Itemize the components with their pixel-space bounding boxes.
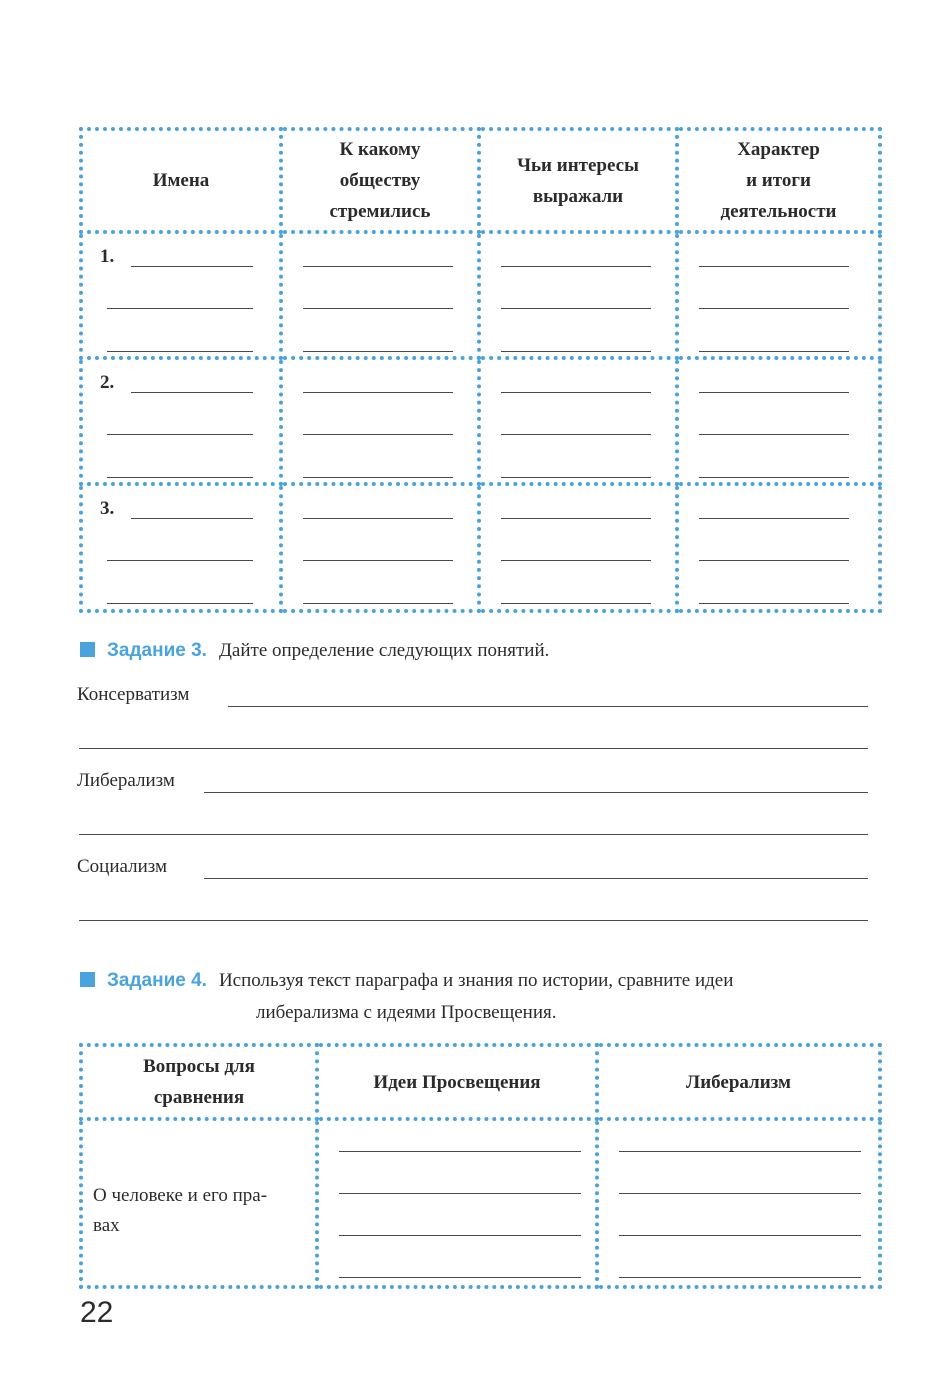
row-number: 1. [100, 246, 115, 267]
answer-line[interactable] [303, 351, 453, 352]
task-3-heading [80, 640, 549, 662]
cell-liberalism [597, 1119, 880, 1287]
answer-line[interactable] [303, 518, 453, 519]
cell-interests [479, 484, 677, 611]
answer-line[interactable] [699, 308, 849, 309]
definition-line[interactable] [204, 878, 868, 879]
row-label-line: О человеке и его пра- [93, 1185, 268, 1206]
header-line: Чьи интересы [517, 154, 639, 176]
answer-line[interactable] [303, 603, 453, 604]
answer-line[interactable] [699, 560, 849, 561]
definition-line[interactable] [79, 920, 868, 921]
table-row [81, 358, 880, 484]
answer-line[interactable] [501, 266, 651, 267]
task-4-label: Задание 4. [107, 970, 207, 991]
answer-line[interactable] [501, 308, 651, 309]
answer-line[interactable] [303, 560, 453, 561]
header-line: Идеи Просвещения [373, 1071, 541, 1093]
answer-line[interactable] [303, 434, 453, 435]
cell-question [81, 1119, 317, 1287]
header-line: Имена [152, 170, 210, 191]
answer-line[interactable] [339, 1193, 581, 1194]
cell-society [281, 358, 479, 484]
answer-line[interactable] [619, 1193, 861, 1194]
answer-line[interactable] [303, 477, 453, 478]
cell-results [677, 484, 880, 611]
header-line: обществу [339, 170, 421, 191]
row-number: 2. [100, 372, 115, 393]
header-liberalism [597, 1045, 880, 1119]
table-row [81, 484, 880, 611]
answer-line[interactable] [699, 477, 849, 478]
task-3-label: Задание 3. [107, 640, 207, 661]
header-line: сравнения [153, 1087, 245, 1108]
comparison-table-2 [79, 1043, 882, 1289]
table-header-row [81, 1045, 880, 1119]
header-line: Характер [737, 139, 820, 160]
term-socialism: Социализм [77, 856, 168, 877]
definition-line[interactable] [79, 834, 868, 835]
bullet-square-icon [80, 972, 95, 987]
header-line: выражали [532, 185, 624, 207]
header-interests [479, 129, 677, 232]
task-3-text: Дайте определение следующих понятий. [218, 640, 550, 661]
term-conservatism: Консерватизм [77, 684, 190, 705]
answer-line[interactable] [699, 266, 849, 267]
header-line: Вопросы для [143, 1056, 255, 1077]
answer-line[interactable] [107, 308, 253, 309]
answer-line[interactable] [501, 560, 651, 561]
answer-line[interactable] [699, 518, 849, 519]
term-liberalism: Либерализм [77, 770, 175, 791]
answer-line[interactable] [131, 392, 253, 393]
header-names [81, 129, 281, 232]
header-line: и итоги [746, 170, 811, 191]
cell-names [81, 232, 281, 358]
answer-line[interactable] [699, 434, 849, 435]
cell-results [677, 358, 880, 484]
task-4-text-line1: Используя текст параграфа и знания по истории, сравните идеи [218, 970, 734, 991]
cell-interests [479, 358, 677, 484]
answer-line[interactable] [131, 518, 253, 519]
answer-line[interactable] [107, 560, 253, 561]
cell-names [81, 358, 281, 484]
table-header-row [81, 129, 880, 232]
answer-line[interactable] [107, 477, 253, 478]
answer-line[interactable] [501, 392, 651, 393]
cell-results [677, 232, 880, 358]
answer-line[interactable] [619, 1277, 861, 1278]
row-label-line: вах [93, 1215, 120, 1236]
definition-line[interactable] [79, 748, 868, 749]
answer-line[interactable] [339, 1235, 581, 1236]
answer-line[interactable] [303, 266, 453, 267]
task-4-text-line2: либерализма с идеями Просвещения. [256, 1002, 557, 1023]
definition-line[interactable] [204, 792, 868, 793]
comparison-table-1 [79, 127, 882, 613]
row-number: 3. [100, 498, 115, 519]
answer-line[interactable] [107, 434, 253, 435]
header-results [677, 129, 880, 232]
answer-line[interactable] [501, 351, 651, 352]
answer-line[interactable] [699, 603, 849, 604]
cell-society [281, 232, 479, 358]
row-question-label [93, 1181, 267, 1241]
cell-interests [479, 232, 677, 358]
answer-line[interactable] [131, 266, 253, 267]
answer-line[interactable] [501, 477, 651, 478]
answer-line[interactable] [107, 603, 253, 604]
header-questions [81, 1045, 317, 1119]
answer-line[interactable] [501, 603, 651, 604]
answer-line[interactable] [699, 392, 849, 393]
answer-line[interactable] [501, 434, 651, 435]
definition-line[interactable] [228, 706, 868, 707]
header-society [281, 129, 479, 232]
bullet-square-icon [80, 642, 95, 657]
answer-line[interactable] [699, 351, 849, 352]
answer-line[interactable] [619, 1235, 861, 1236]
cell-names [81, 484, 281, 611]
task-4-heading [80, 970, 880, 992]
answer-line[interactable] [619, 1151, 861, 1152]
answer-line[interactable] [303, 392, 453, 393]
answer-line[interactable] [339, 1277, 581, 1278]
answer-line[interactable] [303, 308, 453, 309]
header-enlightenment [317, 1045, 597, 1119]
answer-line[interactable] [339, 1151, 581, 1152]
header-line: Либерализм [686, 1071, 791, 1093]
page-number: 22 [80, 1296, 114, 1329]
cell-enlightenment [317, 1119, 597, 1287]
cell-society [281, 484, 479, 611]
header-line: К какому [339, 139, 421, 160]
answer-line[interactable] [107, 351, 253, 352]
answer-line[interactable] [501, 518, 651, 519]
table-row [81, 1119, 880, 1287]
header-line: деятельности [720, 201, 837, 222]
table-row [81, 232, 880, 358]
header-line: стремились [329, 201, 431, 222]
